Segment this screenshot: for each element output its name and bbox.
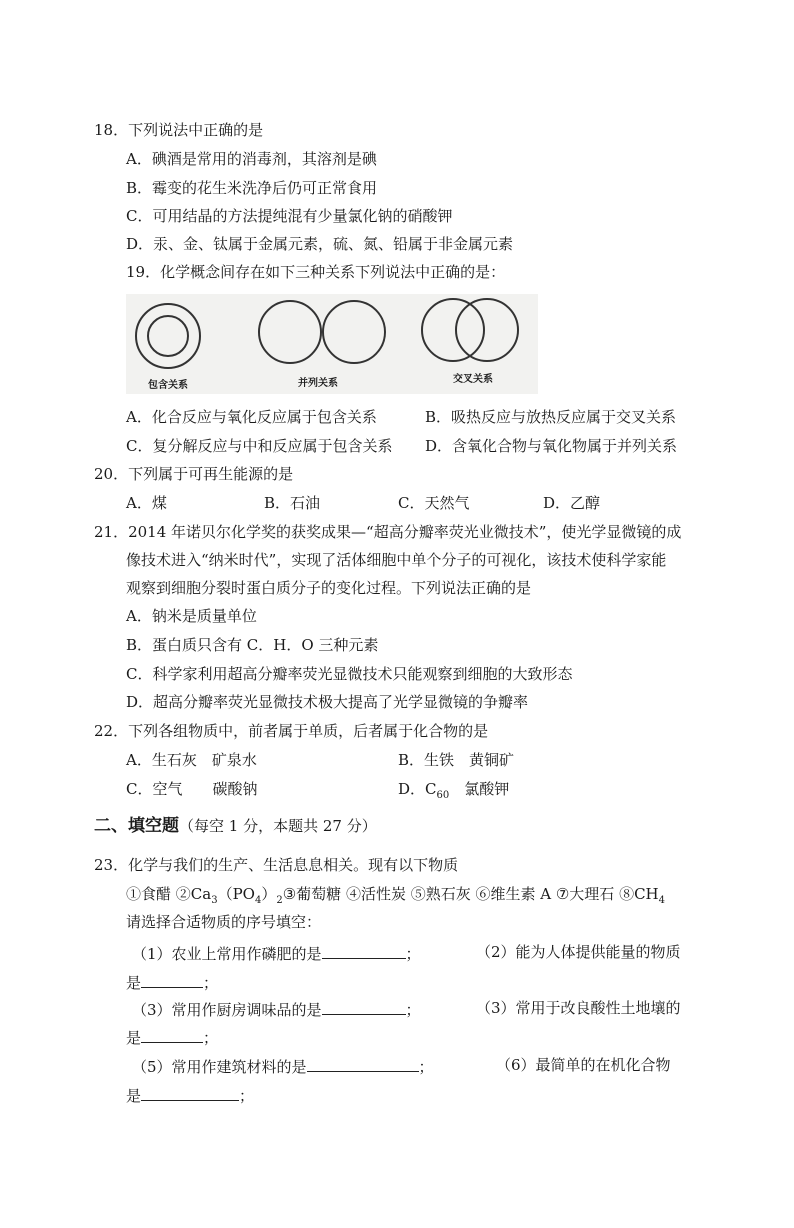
label-containment: 包含关系	[148, 380, 188, 391]
answer-blank-6[interactable]	[141, 1084, 239, 1101]
q20-option-d: D．乙醇	[543, 494, 601, 512]
answer-blank-4[interactable]	[141, 1026, 203, 1043]
answer-blank-3[interactable]	[322, 998, 406, 1015]
inner-circle	[148, 316, 188, 356]
q21-option-c: C．科学家利用超高分瓣率荧光显微技术只能观察到细胞的大致形态	[126, 665, 573, 683]
q22-option-c: C．空气 碳酸钠	[126, 780, 258, 798]
relationship-diagram	[126, 294, 538, 394]
q23-blank-6-text: （6）最简单的在机化合物	[496, 1056, 671, 1074]
q22-option-a: A．生石灰 矿泉水	[126, 751, 257, 769]
intersect-circle-left	[422, 299, 484, 361]
q20-stem: 20．下列属于可再生能源的是	[94, 465, 294, 483]
answer-blank-1[interactable]	[322, 942, 406, 959]
q23-blank-4: 是 ；	[126, 1026, 218, 1048]
section-heading: 二、填空题（每空 1 分，本题共 27 分）	[94, 816, 377, 836]
parallel-circle-left	[259, 301, 321, 363]
q21-stem-line-1: 21．2014 年诺贝尔化学奖的获奖成果—“超高分瓣率荧光业微技术”，使光学显微镜的成	[94, 523, 682, 541]
q20-option-c: C．天然气	[398, 494, 470, 512]
q20-option-a: A．煤	[126, 494, 167, 512]
q19-option-c: C．复分解反应与中和反应属于包含关系	[126, 437, 393, 455]
q18-option-d: D．汞、金、钛属于金属元素，硫、氮、铅属于非金属元素	[126, 235, 514, 253]
q21-stem-line-2: 像技术进入“纳米时代”，实现了活体细胞中单个分子的可视化，该技术使科学家能	[126, 551, 667, 569]
q23-blank-4-text: （3）常用于改良酸性土地壤的	[476, 999, 681, 1017]
label-intersection: 交叉关系	[453, 374, 493, 385]
q23-blank-1: （1）农业上常用作磷肥的是 ；	[132, 942, 421, 964]
q23-instruction: 请选择合适物质的序号填空：	[126, 913, 322, 931]
parallel-circle-right	[323, 301, 385, 363]
q21-option-d: D．超高分瓣率荧光显微技术极大提高了光学显微镜的争瓣率	[126, 693, 529, 711]
q18-stem: 18．下列说法中正确的是	[94, 121, 264, 139]
q23-blank-6: 是 ；	[126, 1084, 254, 1106]
q23-blank-2-text: （2）能为人体提供能量的物质	[476, 943, 681, 961]
q19-option-d: D．含氧化合物与氧化物属于并列关系	[425, 437, 678, 455]
q21-option-a: A．钠米是质量单位	[126, 607, 257, 625]
q22-stem: 22．下列各组物质中，前者属于单质，后者属于化合物的是	[94, 722, 489, 740]
answer-blank-2[interactable]	[141, 971, 203, 988]
q23-stem: 23．化学与我们的生产、生活息息相关。现有以下物质	[94, 856, 459, 874]
label-parallel: 并列关系	[298, 378, 338, 389]
q18-option-c: C．可用结晶的方法提纯混有少量氯化钠的硝酸钾	[126, 207, 453, 225]
q23-blank-3: （3）常用作厨房调味品的是 ；	[132, 998, 421, 1020]
q23-blank-5: （5）常用作建筑材料的是 ；	[132, 1055, 434, 1077]
q22-option-b: B．生铁 黄铜矿	[398, 751, 515, 769]
q20-option-b: B．石油	[264, 494, 321, 512]
outer-circle	[136, 304, 200, 368]
q19-option-a: A．化合反应与氧化反应属于包含关系	[126, 408, 377, 426]
q21-option-b: B．蛋白质只含有 C．H．O 三种元素	[126, 636, 379, 654]
q18-option-b: B．霉变的花生米洗净后仍可正常食用	[126, 179, 378, 197]
q23-blank-2: 是 ；	[126, 971, 218, 993]
q21-stem-line-3: 观察到细胞分裂时蛋白质分子的变化过程。下列说法正确的是	[126, 579, 532, 597]
q19-option-b: B．吸热反应与放热反应属于交叉关系	[425, 408, 677, 426]
q23-substance-list: ①食醋 $②Ca_3(PO_4)_2③$葡萄糖 ④活性炭 ⑤熟石灰 ⑥维生素 A ⑦大理石 $⑧CH_4$	[126, 885, 666, 906]
intersect-circle-right	[456, 299, 518, 361]
q19-stem: 19．化学概念间存在如下三种关系下列说法中正确的是：	[126, 263, 506, 281]
q18-option-a: A．碘酒是常用的消毒剂，其溶剂是碘	[126, 150, 377, 168]
answer-blank-5[interactable]	[307, 1055, 419, 1072]
q22-option-d: D．$C_{60}$ 氯酸钾	[398, 780, 510, 801]
